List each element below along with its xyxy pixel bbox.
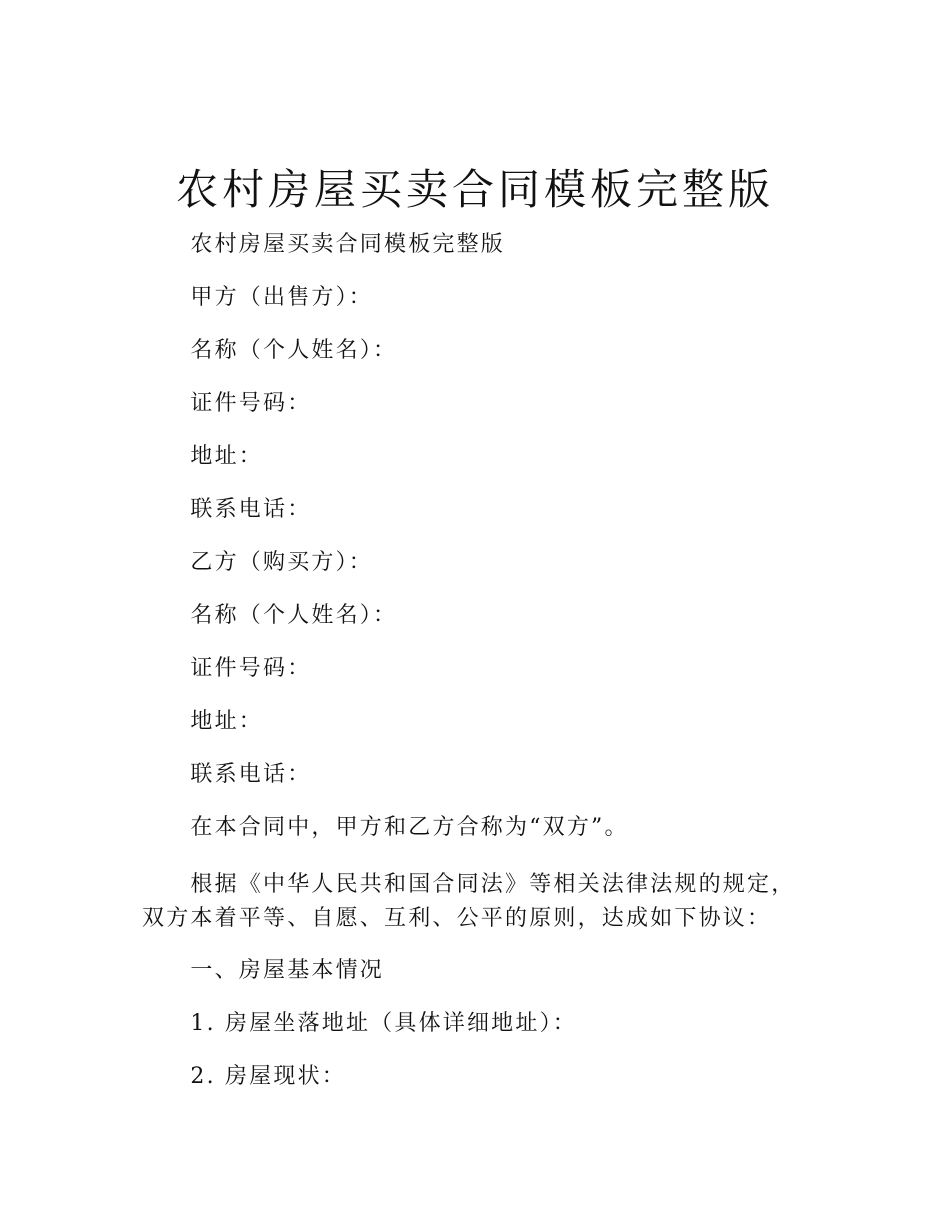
paragraph-party-a-name: 名称（个人姓名）： xyxy=(190,338,398,363)
paragraph-party-a-id: 证件号码： xyxy=(190,391,312,416)
paragraph-party-a-heading: 甲方（出售方）： xyxy=(190,285,373,310)
paragraph-party-b-name: 名称（个人姓名）： xyxy=(190,603,398,628)
section-heading-house-info: 一、房屋基本情况 xyxy=(190,958,384,983)
document-title: 农村房屋买卖合同模板完整版 xyxy=(175,165,774,214)
paragraph-party-b-address: 地址： xyxy=(190,709,263,734)
paragraph-party-b-id: 证件号码： xyxy=(190,656,312,681)
paragraph-party-a-phone: 联系电话： xyxy=(190,497,312,522)
paragraph-party-b-heading: 乙方（购买方）： xyxy=(190,550,373,575)
paragraph-house-status: 2. 房屋现状： xyxy=(190,1064,346,1089)
paragraph-legal-basis: 根据《中华人民共和国合同法》等相关法律法规的规定，双方本着平等、自愿、互利、公平的原则，达成如下协议： xyxy=(142,872,796,931)
paragraph-parties-definition: 在本合同中，甲方和乙方合称为“双方”。 xyxy=(190,815,629,840)
document-body xyxy=(142,232,810,1117)
paragraph-subtitle: 农村房屋买卖合同模板完整版 xyxy=(190,232,505,257)
paragraph-house-address: 1. 房屋坐落地址（具体详细地址）： xyxy=(190,1011,577,1036)
paragraph-party-b-phone: 联系电话： xyxy=(190,762,312,787)
paragraph-party-a-address: 地址： xyxy=(190,444,263,469)
